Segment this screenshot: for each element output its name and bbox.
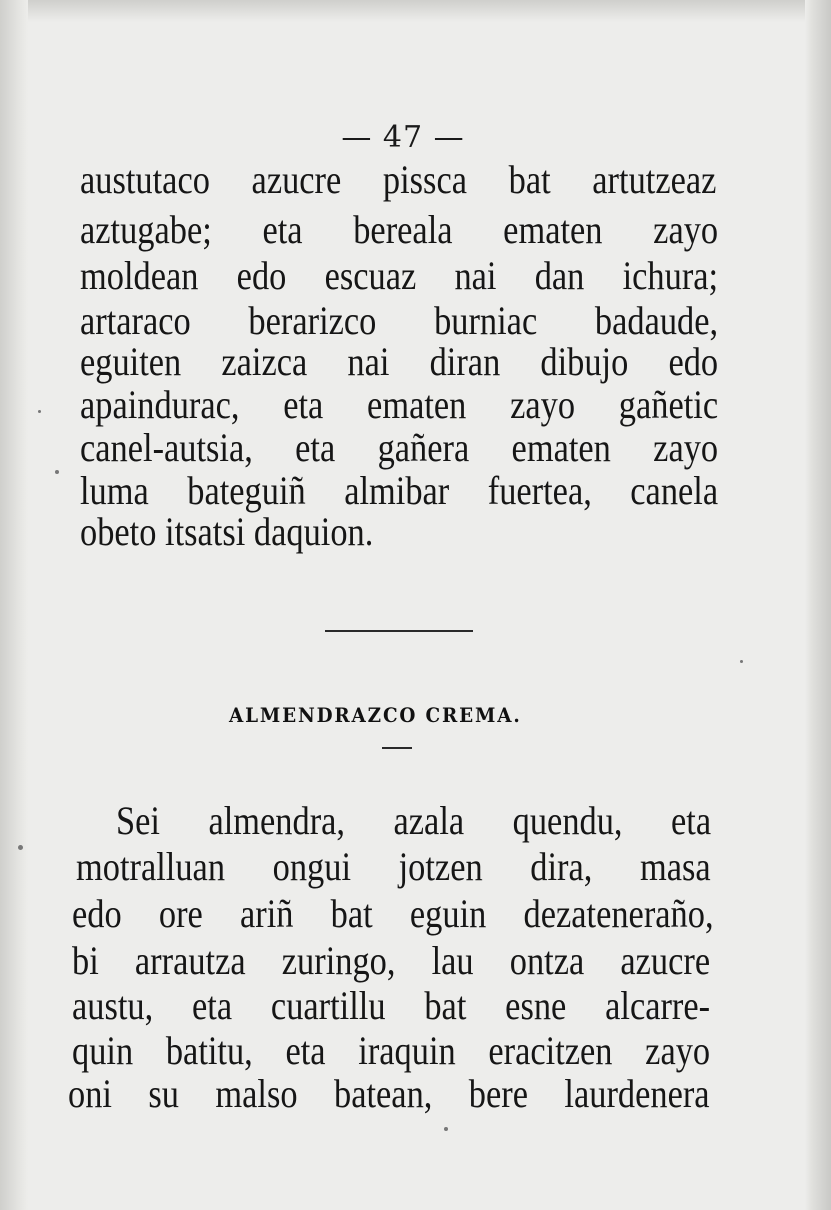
text-line: obeto itsatsi daquion.	[80, 509, 374, 554]
text-line: austutaco azucre pissca bat artutzeaz	[80, 157, 717, 202]
text-line: artaraco berarizco burniac badaude,	[80, 298, 719, 343]
section-divider	[325, 630, 473, 632]
text-line: motralluan ongui jotzen dira, masa	[76, 844, 711, 889]
page-right-shadow	[805, 0, 831, 1210]
text-line: austu, eta cuartillu bat esne alcarre-	[72, 983, 711, 1028]
text-line: luma bateguiñ almibar fuertea, canela	[80, 468, 719, 513]
paper-speck	[38, 410, 41, 413]
paper-speck	[18, 845, 23, 850]
page-number: — 47 —	[341, 120, 465, 155]
paper-speck	[55, 470, 59, 474]
text-line: bi arrautza zuringo, lau ontza azucre	[72, 938, 711, 983]
text-line: eguiten zaizca nai diran dibujo edo	[80, 339, 719, 384]
text-line: aztugabe; eta bereala ematen zayo	[80, 207, 719, 252]
recipe-title: ALMENDRAZCO CREMA.	[229, 703, 522, 727]
text-line: quin batitu, eta iraquin eracitzen zayo	[72, 1028, 711, 1073]
text-line: moldean edo escuaz nai dan ichura;	[80, 253, 719, 298]
text-line: Sei almendra, azala quendu, eta	[116, 798, 712, 843]
paper-speck	[740, 660, 743, 663]
text-line: canel-autsia, eta gañera ematen zayo	[80, 425, 719, 470]
paper-speck	[444, 1127, 448, 1131]
text-line: oni su malso batean, bere laurdenera	[68, 1071, 710, 1116]
text-line: edo ore ariñ bat eguin dezateneraño,	[72, 891, 714, 936]
page-top-shadow	[0, 0, 831, 22]
page-left-shadow	[0, 0, 28, 1210]
title-underline	[382, 747, 412, 749]
text-line: apaindurac, eta ematen zayo gañetic	[80, 382, 719, 427]
